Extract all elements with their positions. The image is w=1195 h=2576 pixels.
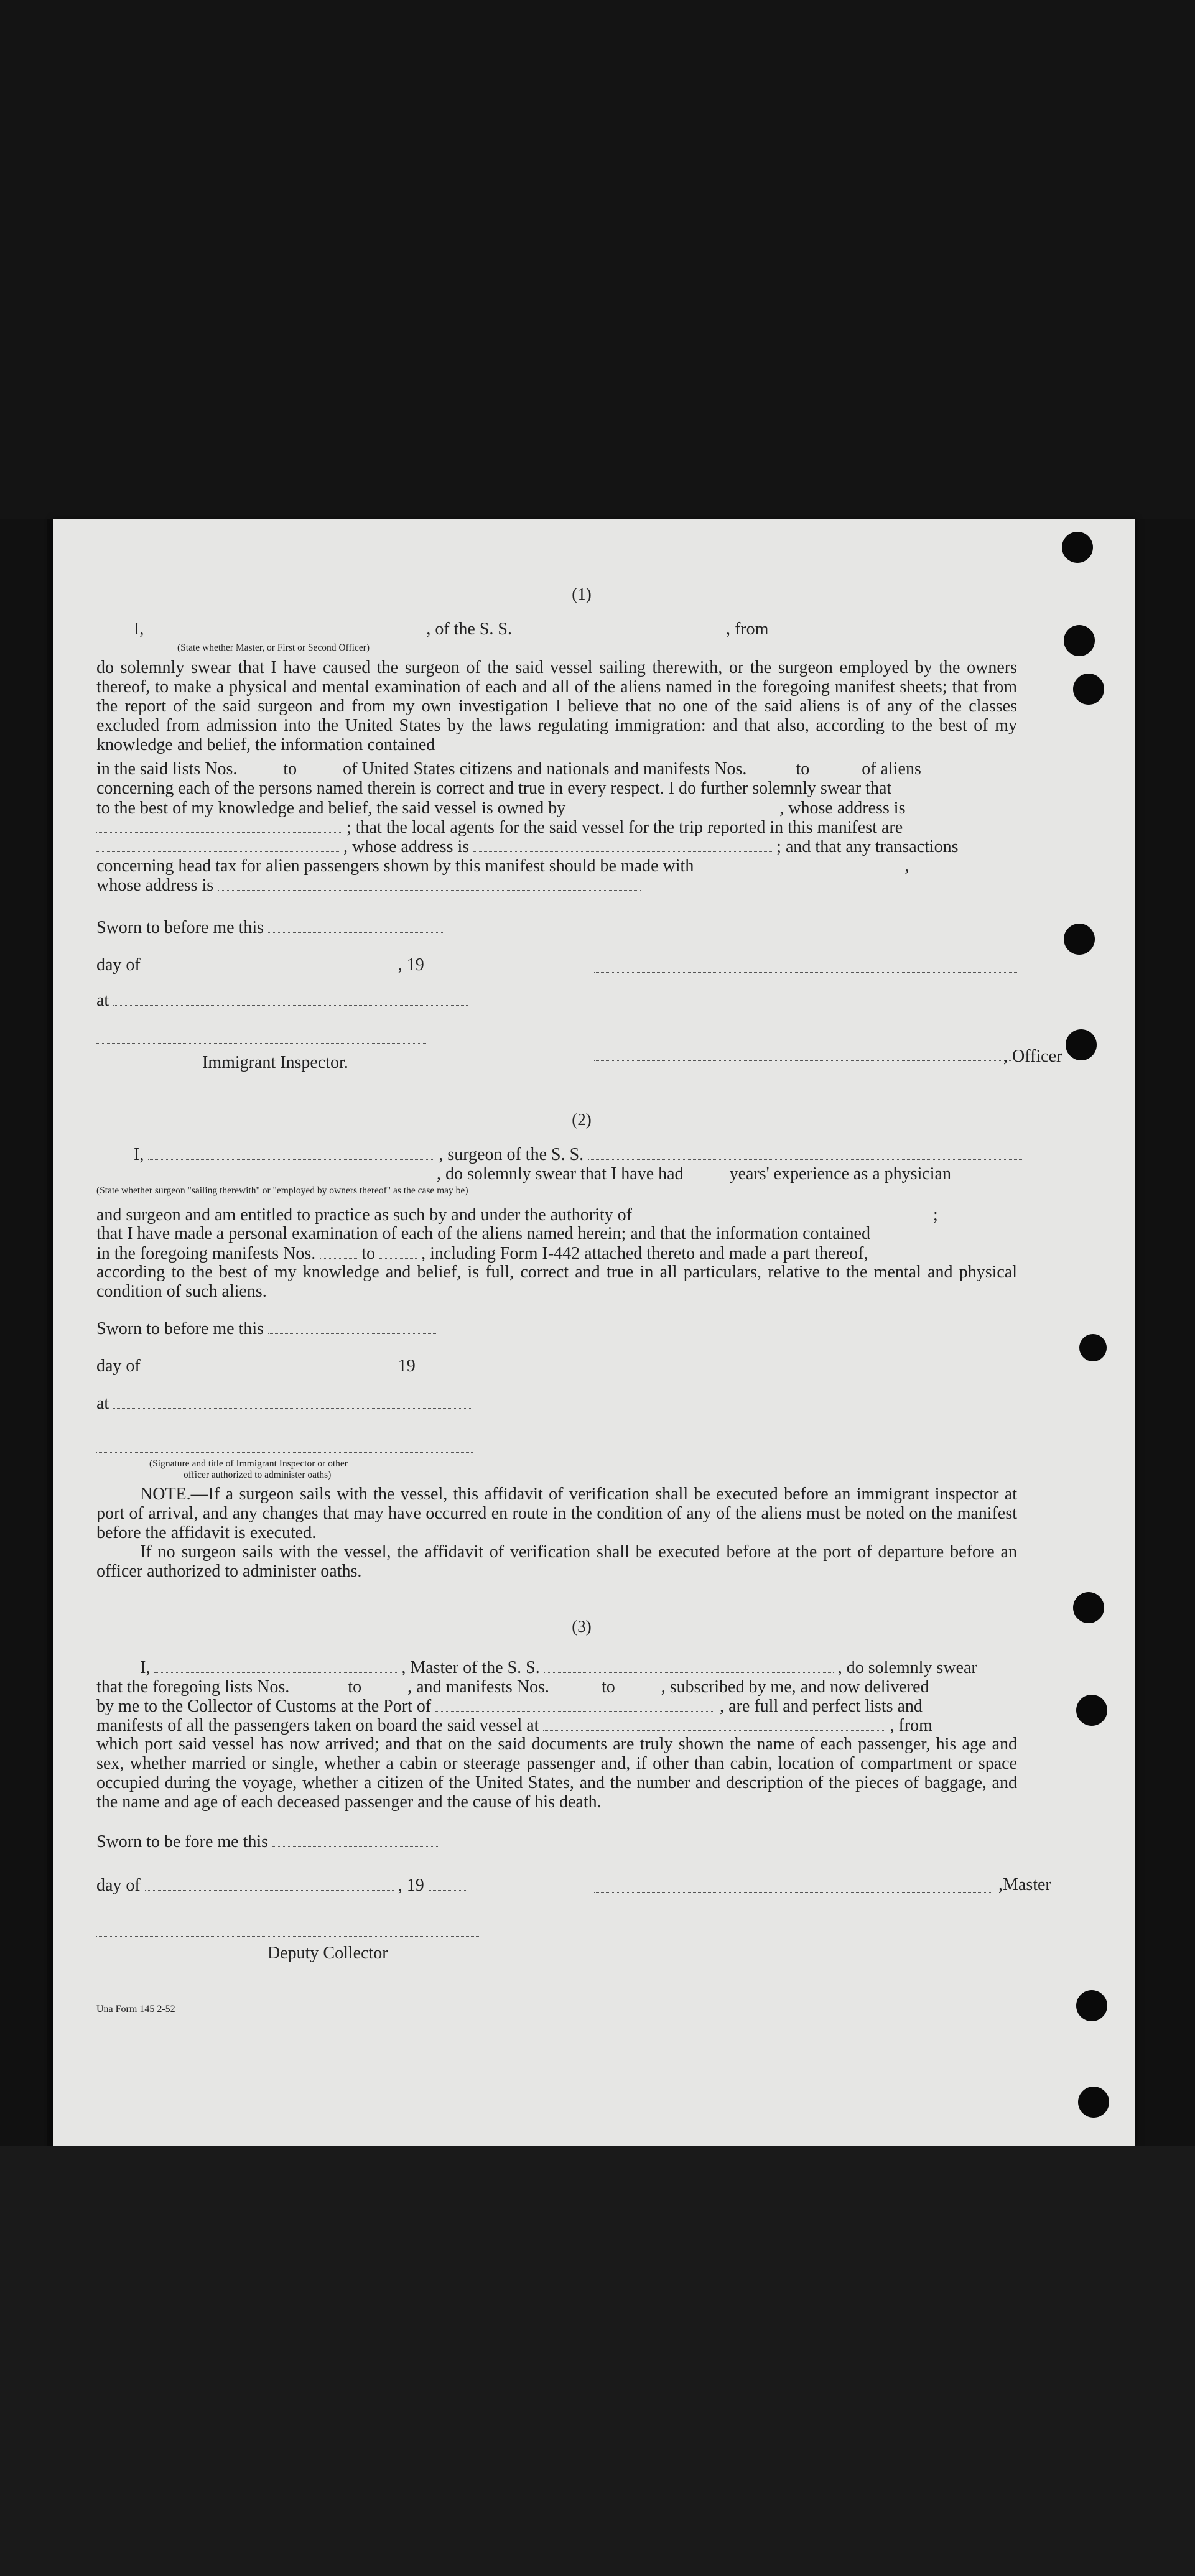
- s1-officer-note: (State whether Master, or First or Second Officer): [177, 642, 370, 653]
- section-3-number: (3): [572, 1617, 592, 1636]
- punch-hole: [1079, 1334, 1107, 1361]
- s2-signature-note-2: officer authorized to administer oaths): [184, 1470, 332, 1480]
- s1-head-tax-field[interactable]: [698, 856, 900, 871]
- s1-sworn-field[interactable]: [268, 917, 445, 933]
- s1-at-label: at: [96, 991, 109, 1010]
- s1-owner-address-label: , whose address is: [779, 799, 906, 818]
- punch-hole: [1076, 1990, 1107, 2021]
- s1-citizens-label: of United States citizens and nationals and manifests Nos.: [343, 759, 747, 779]
- s1-aliens-label: of aliens: [862, 759, 921, 779]
- s3-year-field[interactable]: [429, 1875, 466, 1891]
- s2-note-text-2: If no surgeon sails with the vessel, the affidavit of verification shall be executed before at the port of departure before an officer authorized to administer oaths.: [96, 1542, 1017, 1581]
- s2-surgeon-of-label: , surgeon of the S. S.: [439, 1145, 584, 1164]
- s2-day-label: day of: [96, 1356, 141, 1376]
- s1-year-label: , 19: [398, 955, 424, 975]
- s1-of-ss-label: , of the S. S.: [426, 619, 513, 639]
- s1-manifests-from-field[interactable]: [751, 759, 791, 774]
- s1-day-label: day of: [96, 955, 141, 975]
- s3-subscribed-label: , subscribed by me, and now delivered: [661, 1677, 929, 1697]
- s3-to2-label: to: [601, 1677, 615, 1697]
- s3-from-label: , from: [890, 1716, 932, 1735]
- s3-day-label: day of: [96, 1876, 141, 1895]
- s1-head-tax-label: concerning head tax for alien passengers shown by this manifest should be made with: [96, 856, 694, 876]
- s2-note-text: NOTE.—If a surgeon sails with the vessel, this affidavit of verification shall be executed before an immigrant inspector at port of arrival, and any changes that may have occurred en route in the condition of any of the aliens must be noted on the manifest before the affidavit is executed.: [96, 1485, 1017, 1542]
- s3-lists-to-field[interactable]: [366, 1677, 403, 1692]
- s2-at-label: at: [96, 1394, 109, 1413]
- s1-lists-from-field[interactable]: [241, 759, 279, 774]
- s1-owner-field[interactable]: [570, 798, 775, 813]
- punch-hole: [1066, 1029, 1097, 1060]
- s3-to-label: to: [348, 1677, 362, 1697]
- s1-immigrant-inspector-label: Immigrant Inspector.: [202, 1053, 348, 1072]
- s2-authority-field[interactable]: [636, 1205, 929, 1220]
- s1-day-field[interactable]: [145, 955, 394, 970]
- s3-port-field[interactable]: [435, 1696, 715, 1712]
- s1-transactions-label: ; and that any transactions: [776, 837, 959, 856]
- s1-to2-label: to: [796, 759, 810, 779]
- s1-officer-label: , Officer: [1003, 1047, 1062, 1066]
- s2-sworn-field[interactable]: [268, 1318, 436, 1334]
- s3-master-name-field[interactable]: [154, 1657, 397, 1673]
- s3-manifests-from-field[interactable]: [554, 1677, 597, 1692]
- s2-inspector-signature-line[interactable]: [96, 1452, 473, 1453]
- s1-from-label: , from: [726, 619, 769, 639]
- s1-lists-to-field[interactable]: [301, 759, 338, 774]
- s1-whose-address-label: whose address is: [96, 876, 214, 895]
- punch-hole: [1064, 924, 1095, 955]
- s2-surgeon-note: (State whether surgeon "sailing therewith" or "employed by owners thereof" as the case may be): [96, 1185, 468, 1196]
- s3-manifests-label: , and manifests Nos.: [407, 1677, 549, 1697]
- s2-signature-note-1: (Signature and title of Immigrant Inspector or other: [149, 1458, 348, 1469]
- form-number: Una Form 145 2-52: [96, 2004, 175, 2014]
- scan-background-top: [0, 0, 1195, 519]
- s1-vessel-field[interactable]: [516, 619, 722, 634]
- s2-years-field[interactable]: [688, 1164, 725, 1179]
- s2-to-label: to: [361, 1244, 376, 1263]
- s1-agents-address-label: , whose address is: [343, 837, 470, 856]
- s1-agents-address-field[interactable]: [473, 836, 772, 852]
- s2-year-field[interactable]: [420, 1356, 457, 1371]
- s1-inspector-signature-line[interactable]: [96, 1043, 426, 1044]
- punch-hole: [1064, 625, 1095, 656]
- s2-vessel-field[interactable]: [588, 1144, 1023, 1160]
- s2-surgeon-type-field[interactable]: [96, 1164, 432, 1179]
- s3-body-text: which port said vessel has now arrived; and that on the said documents are truly shown the name of each passenger, his age and sex, whether married or single, whether a cabin or steerage passenger and, if other than cabin, location of compartment or space occupied during the voyage, whether a citizen of the United States, and the number and description of the pieces of baggage, and the name and age of each deceased passenger and the cause of his death.: [96, 1735, 1017, 1812]
- s1-officer-signature-line-1[interactable]: [594, 972, 1017, 973]
- s2-sworn-label: Sworn to before me this: [96, 1319, 264, 1338]
- s3-master-label: ,Master: [998, 1875, 1051, 1894]
- punch-hole: [1073, 1592, 1104, 1623]
- s1-lists-label: in the said lists Nos.: [96, 759, 238, 779]
- s3-lists-from-field[interactable]: [294, 1677, 343, 1692]
- s3-deputy-collector-label: Deputy Collector: [267, 1944, 388, 1963]
- s1-sworn-label: Sworn to before me this: [96, 918, 264, 937]
- punch-hole: [1062, 532, 1093, 563]
- s1-body-text-2: concerning each of the persons named therein is correct and true in every respect. I do further solemnly swear that: [96, 779, 892, 798]
- s1-i-label: I,: [134, 619, 144, 639]
- s3-embark-port-field[interactable]: [543, 1715, 885, 1731]
- s1-from-field[interactable]: [773, 619, 885, 634]
- s3-swear-label: , do solemnly swear: [837, 1658, 977, 1677]
- s1-officer-signature-line-2[interactable]: [594, 1060, 1011, 1061]
- s1-comma: ,: [904, 856, 909, 876]
- punch-hole: [1073, 674, 1104, 705]
- s2-years-label: years' experience as a physician: [729, 1164, 951, 1184]
- s2-surgeon-name-field[interactable]: [148, 1144, 434, 1160]
- s3-day-field[interactable]: [145, 1875, 394, 1891]
- s2-year-label: 19: [398, 1356, 416, 1376]
- s1-agents-field[interactable]: [96, 836, 339, 852]
- s2-practice-label: and surgeon and am entitled to practice as such by and under the authority of: [96, 1205, 632, 1225]
- s3-vessel-field[interactable]: [544, 1657, 834, 1673]
- s2-including-label: , including Form I-442 attached thereto and made a part thereof,: [421, 1244, 868, 1263]
- s2-day-field[interactable]: [145, 1356, 394, 1371]
- s3-collector-signature-line[interactable]: [96, 1936, 479, 1937]
- s2-manifests-to-field[interactable]: [379, 1243, 417, 1259]
- s2-i-label: I,: [134, 1145, 144, 1164]
- s3-perfect-label: , are full and perfect lists and: [720, 1697, 923, 1716]
- s1-agents-label: ; that the local agents for the said vessel for the trip reported in this manifest are: [346, 818, 903, 837]
- s1-to-label: to: [283, 759, 297, 779]
- s2-manifests-label: in the foregoing manifests Nos.: [96, 1244, 316, 1263]
- section-2-number: (2): [572, 1110, 592, 1129]
- s2-body-text-2: according to the best of my knowledge and belief, is full, correct and true in all particulars, relative to the mental and physical condition of such aliens.: [96, 1263, 1017, 1301]
- s2-semicolon: ;: [933, 1205, 938, 1225]
- section-1-number: (1): [572, 585, 592, 603]
- s1-owner-address-field[interactable]: [96, 817, 342, 833]
- s3-collector-label: by me to the Collector of Customs at the Port of: [96, 1697, 432, 1716]
- s2-body-text: that I have made a personal examination of each of the aliens named herein; and that the information contained: [96, 1224, 870, 1243]
- s3-lists-label: that the foregoing lists Nos.: [96, 1677, 290, 1697]
- s3-sworn-label: Sworn to be fore me this: [96, 1832, 269, 1851]
- s3-manifests-to-field[interactable]: [620, 1677, 657, 1692]
- s1-whose-address-field[interactable]: [218, 875, 641, 891]
- s2-swear-label: , do solemnly swear that I have had: [437, 1164, 684, 1184]
- scan-background-bottom: [0, 2146, 1195, 2576]
- s3-manifests-all-label: manifests of all the passengers taken on board the said vessel at: [96, 1716, 539, 1735]
- s3-sworn-field[interactable]: [272, 1832, 440, 1847]
- s1-year-field[interactable]: [429, 955, 466, 970]
- s3-year-label: , 19: [398, 1876, 424, 1895]
- s1-officer-field[interactable]: [148, 619, 422, 634]
- manifest-form-page: [53, 519, 1135, 2146]
- s1-body-text: do solemnly swear that I have caused the surgeon of the said vessel sailing therewith, or the surgeon employed by the owners thereof, to make a physical and mental examination of each and all of the aliens named in the foregoing manifest sheets; that from the report of the said surgeon and from my own investigation I believe that no one of the said aliens is of any of the classes excluded from admission into the United States by the laws regulating immigration: and that also, according to the best of my knowledge and belief, the information contained: [96, 658, 1017, 754]
- punch-hole: [1078, 2087, 1109, 2118]
- s1-owned-label: to the best of my knowledge and belief, the said vessel is owned by: [96, 799, 566, 818]
- s3-master-signature-line[interactable]: [594, 1892, 992, 1893]
- s2-manifests-from-field[interactable]: [320, 1243, 357, 1259]
- punch-hole: [1076, 1695, 1107, 1726]
- s3-master-of-label: , Master of the S. S.: [401, 1658, 540, 1677]
- s2-at-field[interactable]: [113, 1393, 471, 1409]
- s1-at-field[interactable]: [113, 990, 468, 1006]
- s1-manifests-to-field[interactable]: [814, 759, 857, 774]
- s3-i-label: I,: [140, 1658, 151, 1677]
